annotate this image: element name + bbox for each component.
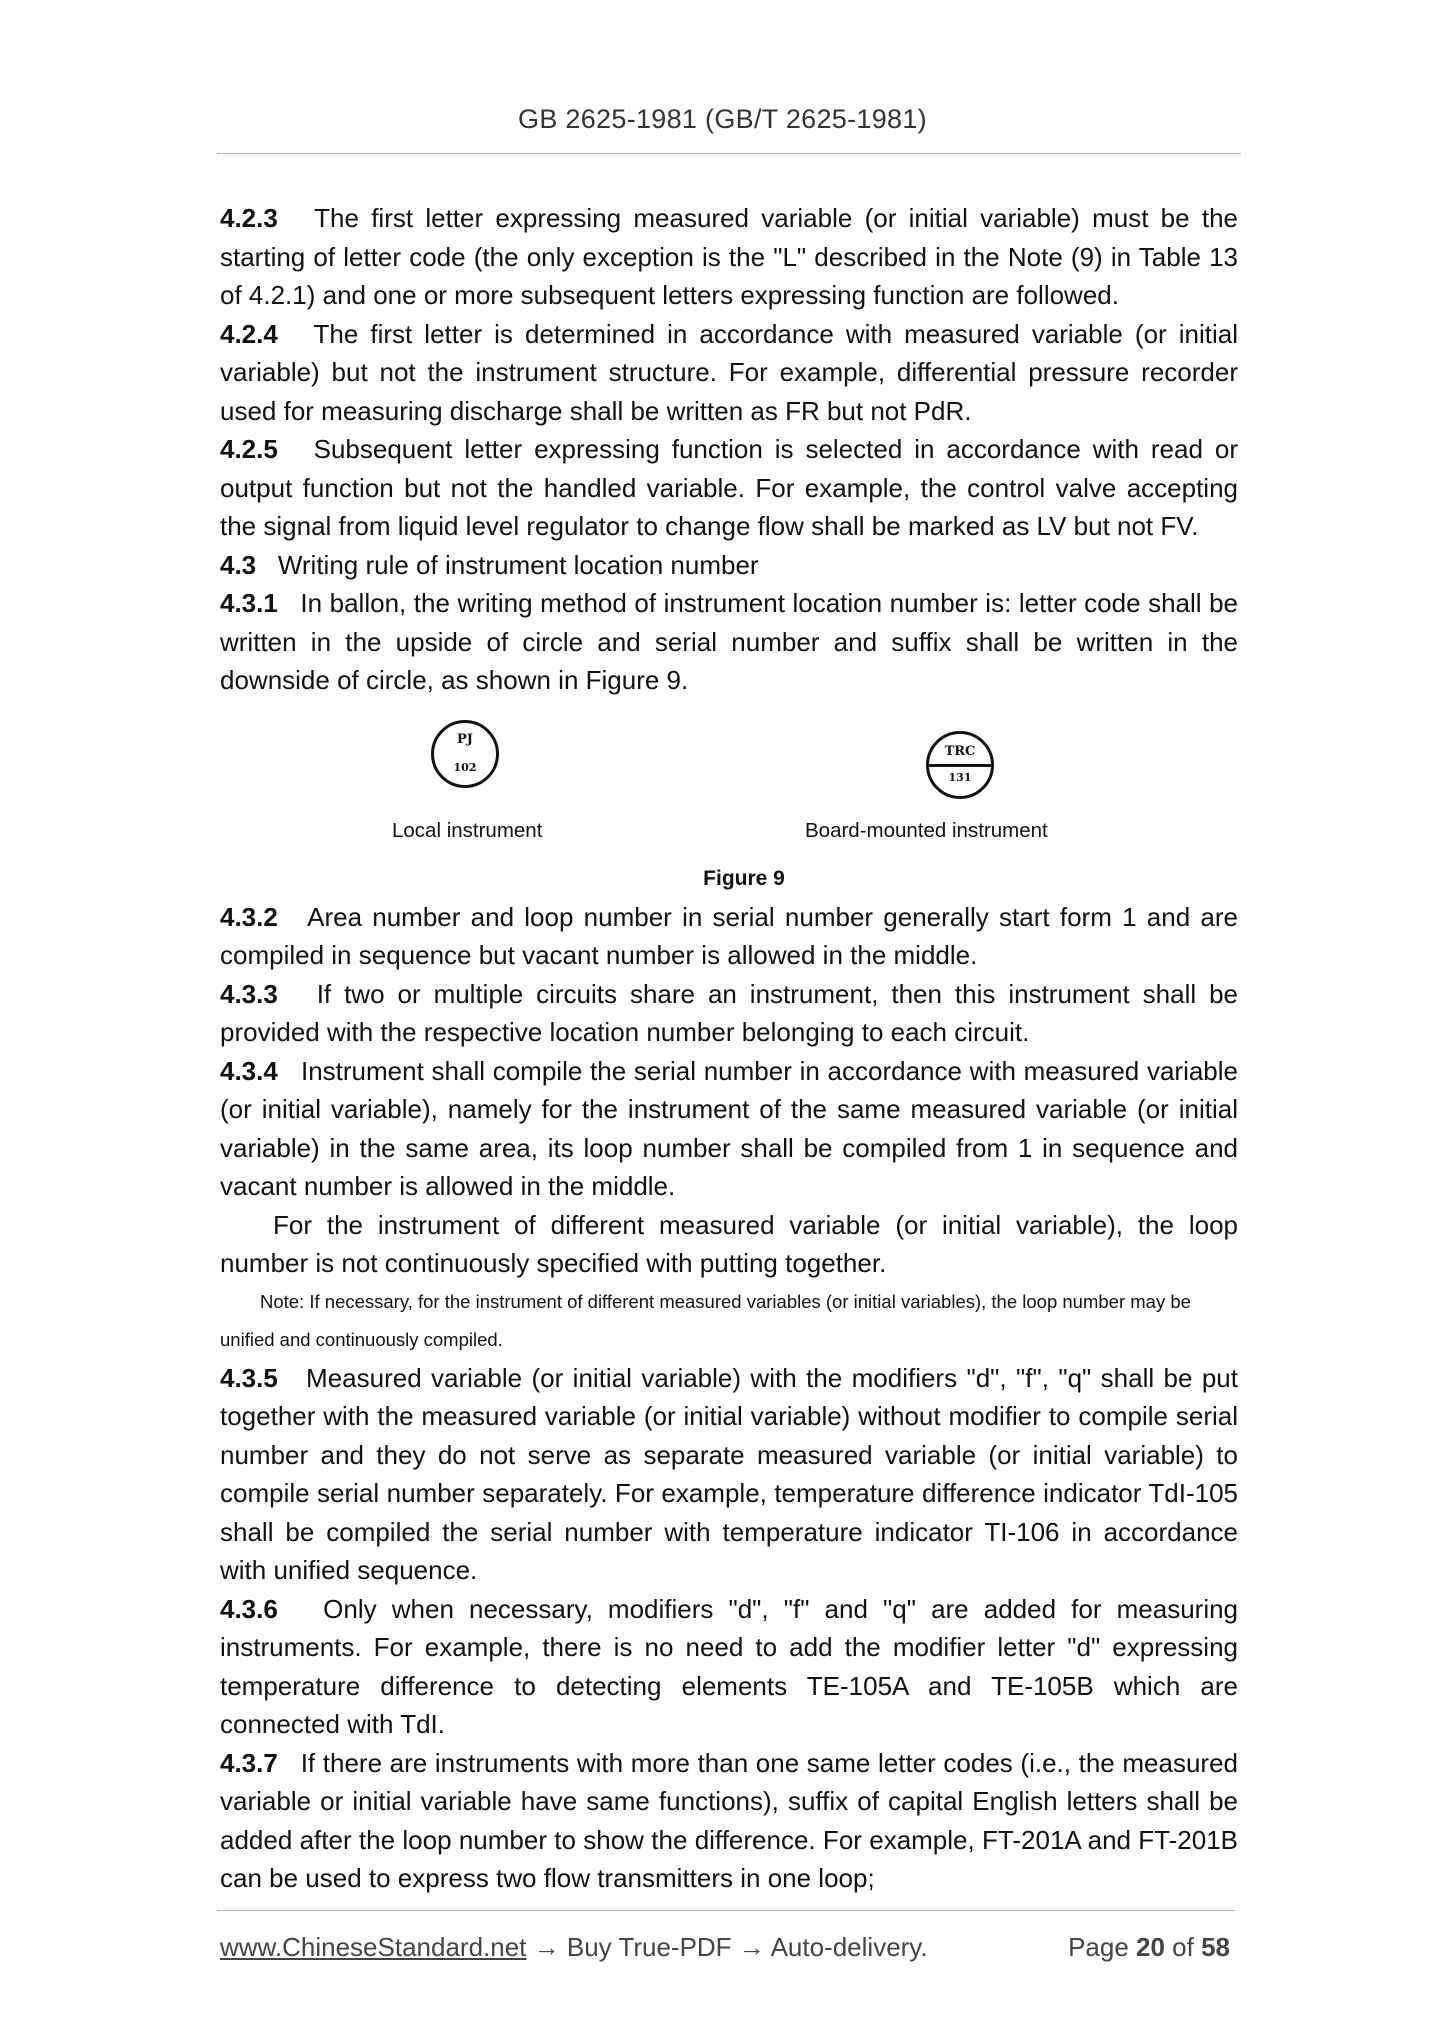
clause-text: Area number and loop number in serial number generally start form 1 and are compiled in sequence but vacant number is allowed in the middle. <box>220 901 1238 970</box>
local-instrument-balloon <box>431 720 499 788</box>
board-instrument-label: Board-mounted instrument <box>805 818 1048 842</box>
balloon-serial-number: 131 <box>948 770 972 784</box>
local-instrument-label: Local instrument <box>392 818 543 842</box>
document-header: GB 2625-1981 (GB/T 2625-1981) <box>518 104 927 134</box>
clause-4-2-3 <box>220 199 1238 315</box>
clause-number: 4.2.5 <box>220 434 278 464</box>
balloon-letter-code: PJ <box>457 731 473 747</box>
clause-text: If two or multiple circuits share an instrument, then this instrument shall be provided with the respective location number belonging to each circuit. <box>220 978 1239 1047</box>
board-instrument-balloon <box>926 731 994 799</box>
clause-4-3-5 <box>220 1359 1238 1590</box>
clause-text: If there are instruments with more than one same letter codes (i.e., the measured variable or initial variable have same functions), suffix of capital English letters shall be added after the loop number to show the difference. For example, FT-201A and FT-201B can be used to express two flow transmitters in one loop; <box>220 1747 1238 1893</box>
note-line-2: unified and continuously compiled. <box>220 1328 503 1350</box>
clause-text: The first letter is determined in accordance with measured variable (or initial variable) but not the instrument structure. For example, differential pressure recorder used for measuring discharge shall be written as FR but not PdR. <box>220 318 1238 426</box>
clause-4-3-3 <box>220 975 1238 1052</box>
page-word: Page <box>1068 1932 1137 1962</box>
clause-number: 4.3.1 <box>220 588 278 618</box>
clause-text: The first letter expressing measured variable (or initial variable) must be the starting of letter code (the only exception is the "L" described in the Note (9) in Table 13 of 4.2.1) and one or more subsequent letters expressing function are followed. <box>220 203 1238 310</box>
page-number: 20 <box>1136 1932 1165 1962</box>
page-body <box>220 199 1238 1898</box>
header-divider <box>217 153 1241 154</box>
clause-number: 4.3.3 <box>220 978 278 1009</box>
section-4-3-heading <box>220 546 1238 585</box>
clause-4-2-5 <box>220 430 1238 546</box>
note-line-1: Note: If necessary, for the instrument of different measured variables (or initial variables), the loop number may be <box>260 1290 1191 1312</box>
page-footer <box>220 1932 1230 1963</box>
clause-number: 4.3.6 <box>220 1593 278 1624</box>
clause-4-3-2 <box>220 898 1238 975</box>
balloon-letter-code: TRC <box>944 743 976 759</box>
clause-4-3-6 <box>220 1590 1238 1744</box>
page-indicator <box>1068 1932 1230 1963</box>
clause-number: 4.3.2 <box>220 901 278 932</box>
clause-text: Measured variable (or initial variable) with the modifiers "d", "f", "q" shall be put together with the measured variable (or initial variable) without modifier to compile serial number and they do not serve as separate measured variable (or initial variable) to compile serial number separately. For example, temperature difference indicator TdI-105 shall be compiled the serial number with temperature indicator TI-106 in accordance with unified sequence. <box>220 1362 1238 1585</box>
clause-number: 4.3 <box>220 549 257 580</box>
clause-text: In ballon, the writing method of instrument location number is: letter code shall be written in the upside of circle and serial number and suffix shall be written in the downside of circle, as shown in Figure 9. <box>220 588 1238 695</box>
page-total: 58 <box>1201 1932 1230 1962</box>
figure-caption: Figure 9 <box>703 866 785 890</box>
clause-4-3-7 <box>220 1744 1238 1898</box>
clause-4-2-4 <box>220 315 1238 431</box>
clause-number: 4.2.3 <box>220 203 278 233</box>
clause-number: 4.3.7 <box>220 1747 278 1778</box>
clause-text: Instrument shall compile the serial number in accordance with measured variable (or initial variable), namely for the instrument of the same measured variable (or initial variable) in the same area, its loop number shall be compiled from 1 in sequence and vacant number is allowed in the middle. <box>220 1055 1239 1201</box>
of-word: of <box>1164 1932 1202 1962</box>
clause-number: 4.2.4 <box>220 318 278 349</box>
balloon-divider-line <box>929 764 991 767</box>
clause-text: Subsequent letter expressing function is selected in accordance with read or output function but not the handled variable. For example, the control valve accepting the signal from liquid level regulator to change flow shall be marked as LV but not FV. <box>220 434 1238 541</box>
clause-4-3-4 <box>220 1052 1238 1206</box>
clause-text: Writing rule of instrument location number <box>277 549 759 580</box>
clause-number: 4.3.5 <box>220 1362 278 1393</box>
clause-text: Only when necessary, modifiers "d", "f" and "q" are added for measuring instruments. For example, there is no need to add the modifier letter "d" expressing temperature difference to detecting elements TE-105A and TE-105B which are connected with TdI. <box>220 1593 1239 1739</box>
figure-9 <box>220 700 1238 860</box>
clause-4-3-4-continuation: For the instrument of different measured variable (or initial variable), the loop number is not continuously specified with putting together. <box>220 1209 1238 1278</box>
website-link[interactable]: www.ChineseStandard.net <box>220 1932 527 1962</box>
footer-divider <box>217 1910 1235 1911</box>
clause-number: 4.3.4 <box>220 1055 278 1086</box>
footer-tagline: → Buy True-PDF → Auto-delivery. <box>526 1932 928 1962</box>
clause-4-3-1 <box>220 584 1238 700</box>
balloon-serial-number: 102 <box>453 760 477 774</box>
